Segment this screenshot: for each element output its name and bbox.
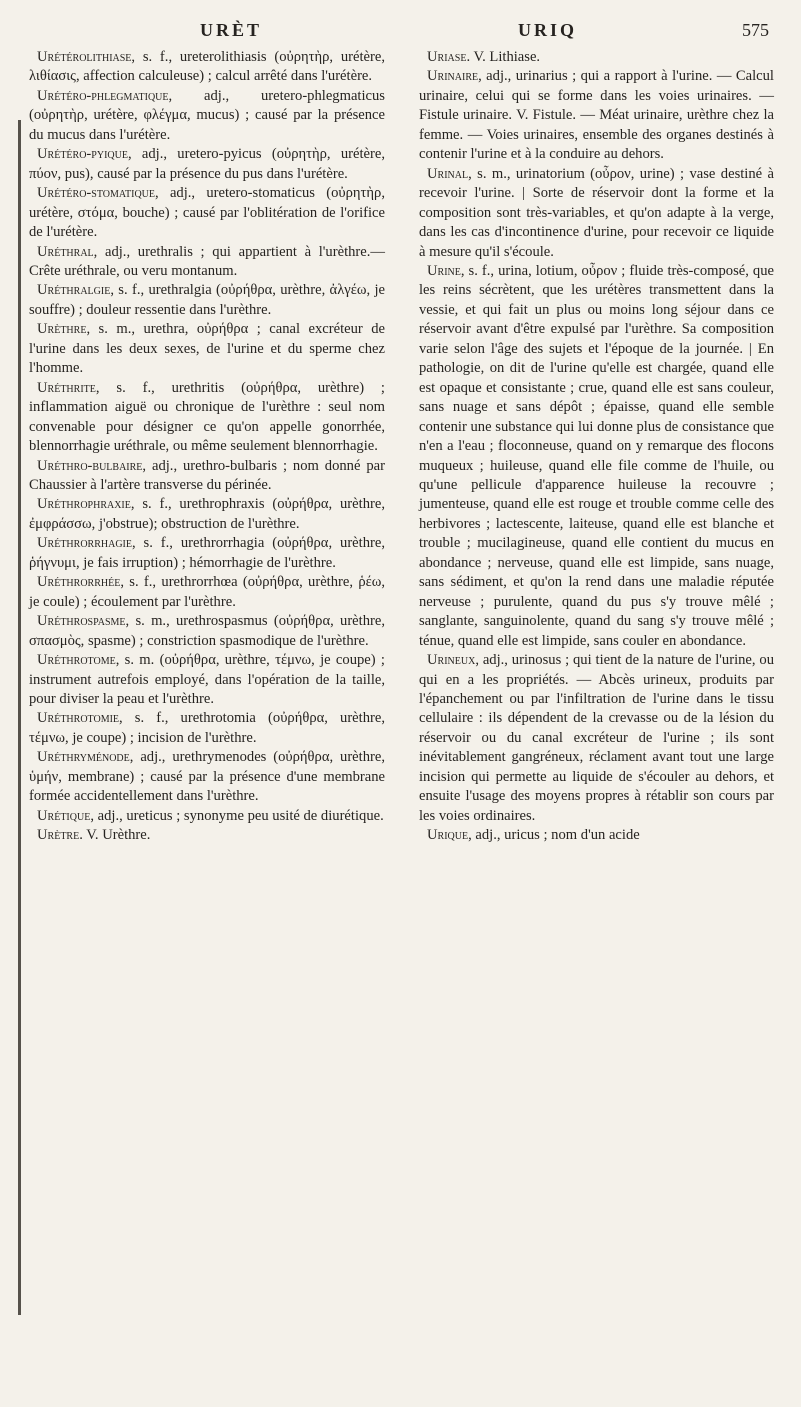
entry-definition: , s. m., urinatorium (οὖρον, urine) ; vase destiné à recevoir l'urine. | Sorte de réservoir dont la forme et la composition sont très-variables, et qu'on adapte à la verge, dans les cas d'incontinence d'urine, pour recevoir ce liquide à mesure qu'il s'écoule.: [419, 165, 774, 260]
entry-definition: , adj., ureticus ; synonyme peu usité de diurétique.: [90, 807, 384, 824]
dictionary-entry: [29, 184, 385, 242]
entry-definition: , adj., urinarius ; qui a rapport à l'urine. — Calcul urinaire, celui qui se forme dans les voies urinaires. — Fistule urinaire. V. Fistule. — Méat urinaire, urèthre chez la femme. — Voies urinaires, ensemble des organes destinés à contenir l'urine et à la conduire au dehors.: [419, 68, 774, 163]
entry-definition: , s. f., urethrorrhagia (οὐρήθρα, urèthre, ῥήγνυμι, je fais irruption) ; hémorrhagie de l'urèthre.: [29, 535, 385, 571]
dictionary-entry: [29, 748, 385, 806]
left-column: [29, 48, 385, 846]
entry-definition: , s. m., urethra, οὐρήθρα ; canal excréteur de l'urine dans les deux sexes, de l'urine et du sperme chez l'homme.: [29, 321, 385, 377]
dictionary-entry: [419, 67, 774, 164]
dictionary-entry: [29, 87, 385, 145]
entry-headword: Urétéro-pyique: [37, 146, 128, 163]
right-column: [419, 48, 774, 846]
entry-headword: Urineux: [427, 652, 476, 669]
dictionary-entry: [29, 243, 385, 282]
dictionary-entry: [419, 262, 774, 651]
entry-headword: Uréthrotomie: [37, 710, 120, 727]
entry-definition: , s. m. (οὐρήθρα, urèthre, τέμνω, je coupe) ; instrument autrefois employé, dans l'opération de la taille, pour diviser la peau et l'urèthre.: [29, 652, 385, 707]
entry-headword: Uréthrite: [37, 379, 96, 396]
entry-definition: , adj., uretero-pyicus (οὐρητὴρ, urétère, πύον, pus), causé par la présence du pus dans l'urétère.: [29, 146, 385, 182]
entry-headword: Uréthro-bulbaire: [37, 457, 143, 474]
entry-definition: , adj., urethralis ; qui appartient à l'urèthre.—Crête uréthrale, ou veru montanum.: [29, 243, 385, 279]
entry-definition: , s. f., ureterolithiasis (οὐρητὴρ, urétère, λιθίασις, affection calculeuse) ; calcul arrêté dans l'urétère.: [29, 49, 385, 85]
entry-headword: Urétéro-phlegmatique: [37, 87, 169, 104]
entry-headword: Uriase: [427, 49, 467, 65]
entry-headword: Uréthral: [37, 243, 94, 260]
dictionary-entry: [29, 281, 385, 320]
entry-definition: , adj., urinosus ; qui tient de la nature de l'urine, ou qui en a les propriétés. — Abcès urineux, produits par l'épanchement ou par l'infiltration de l'urine dans le tissu cellulaire : ils dépendent de la crevasse ou de la lésion du réservoir ou du canal excréteur de l'urine ; ils sont inévitablement gangréneux, réclament avant tout une large incision qui permette au liquide de s'écouler au dehors, et ensuite l'usage des moyens propres à rétablir son cours par les voies ordinaires.: [419, 652, 774, 824]
entry-headword: Urèthre: [37, 321, 87, 338]
entry-headword: Urétique: [37, 807, 91, 824]
running-head-right: URIQ: [518, 20, 578, 40]
entry-definition: , s. f., urina, lotium, οὖρον ; fluide très-composé, que les reins sécrètent, que les urétères transmettent dans la vessie, et qui fait un plus ou moins long séjour dans ce réservoir avant d'être expulsé par l'urèthre. Sa composition varie selon l'âge des sujets et l'époque de la journée. | En pathologie, on dit de l'urine qu'elle est chargée, quand elle est opaque et consistante ; crue, quand elle est sans couleur, sans nuage et sans dépôt ; épaisse, quand elle semble contenir une substance qui lui donne plus de consistance que n'en a l'eau ; floconneuse, quand on y remarque des flocons muqueux ; huileuse, quand elle file comme de l'huile, ou qu'une pellicule d'apparence huileuse la recouvre ; jumenteuse, quand elle est rouge et trouble comme celle des herbivores ; lactescente, laiteuse, quand elle est blanche et trouble ; mucilagineuse, quand elle contient du mucus en abondance ; nerveuse, quand elle est limpide, sans nuage, sans sédiment, et qu'on la rend dans une maladie réputée nerveuse ; purulente, quand du pus s'y trouve mêlé ; sanglante, sanguinolente, quand du sang s'y trouve mêlé ; ténue, quand elle est limpide, sans couler en abondance.: [419, 262, 774, 649]
dictionary-entry: [29, 457, 385, 496]
entry-definition: , s. f., urethritis (οὐρήθρα, urèthre) ; inflammation aiguë ou chronique de l'urèthre : seul nom convenable pour désigner ce qu'on appelle gonorrhée, blennorrhagie uréthrale, ou même seulement blennorrhagie.: [29, 379, 385, 455]
dictionary-entry: [29, 826, 385, 845]
entry-headword: Uréthrospasme: [37, 613, 126, 630]
entry-headword: Uréthrotome: [37, 652, 116, 669]
entry-definition: . V. Urèthre.: [79, 827, 151, 844]
entry-headword: Urine: [427, 262, 461, 279]
dictionary-entry: [29, 807, 385, 826]
entry-definition: , adj., urethrymenodes (οὐρήθρα, urèthre, ὑμήν, membrane) ; causé par la présence d'une membrane formée accidentellement dans l'urèthre.: [29, 749, 385, 805]
dictionary-entry: [29, 612, 385, 651]
entry-definition: , s. m., urethrospasmus (οὐρήθρα, urèthre, σπασμὸς, spasme) ; constriction spasmodique de l'urèthre.: [29, 613, 385, 649]
entry-definition: . V. Lithiase.: [466, 49, 541, 65]
entry-headword: Uréthrophraxie: [37, 496, 131, 513]
entry-headword: Uréthrorrhée: [37, 574, 121, 591]
entry-headword: Uréthrorrhagie: [37, 535, 132, 552]
dictionary-entry: [419, 651, 774, 826]
entry-headword: Urinaire: [427, 68, 479, 85]
dictionary-entry: [29, 573, 385, 612]
entry-definition: , s. f., urethrotomia (οὐρήθρα, urèthre, τέμνω, je coupe) ; incision de l'urèthre.: [29, 710, 385, 746]
running-head-left: URÈT: [200, 20, 263, 40]
entry-headword: Uréthralgie: [37, 282, 111, 299]
dictionary-entry: [29, 145, 385, 184]
entry-headword: Uréthryménode: [37, 749, 130, 766]
dictionary-entry: [29, 495, 385, 534]
entry-headword: Urètre: [37, 827, 80, 844]
dictionary-entry: [29, 534, 385, 573]
entry-definition: , adj., urethro-bulbaris ; nom donné par Chaussier à l'artère transverse du périnée.: [29, 457, 385, 493]
entry-definition: , s. f., urethrorrhœa (οὐρήθρα, urèthre, ῥέω, je coule) ; écoulement par l'urèthre.: [29, 574, 385, 610]
entry-definition: , adj., uretero-phlegmaticus (οὐρητὴρ, urétère, φλέγμα, mucus) ; causé par la présence du mucus dans l'urétère.: [29, 87, 385, 143]
entry-headword: Urétéro-stomatique: [37, 185, 155, 202]
entry-headword: Urique: [427, 827, 469, 844]
page-number: 575: [742, 20, 769, 40]
dictionary-entry: [419, 826, 774, 845]
entry-definition: , s. f., urethrophraxis (οὐρήθρα, urèthre, ἐμφράσσω, j'obstrue); obstruction de l'urèthre.: [29, 496, 385, 532]
dictionary-entry: [419, 48, 774, 67]
entry-definition: , s. f., urethralgia (οὐρήθρα, urèthre, ἀλγέω, je souffre) ; douleur ressentie dans l'urèthre.: [29, 282, 385, 318]
dictionary-entry: [29, 651, 385, 709]
entry-headword: Urétérolithiase: [37, 49, 132, 65]
dictionary-entry: [29, 709, 385, 748]
entry-headword: Urinal: [427, 165, 469, 182]
entry-definition: , adj., uricus ; nom d'un acide: [468, 827, 640, 844]
dictionary-entry: [29, 379, 385, 457]
dictionary-entry: [29, 320, 385, 378]
binding-edge: [18, 120, 21, 1315]
dictionary-entry: [419, 165, 774, 262]
entry-definition: , adj., uretero-stomaticus (οὐρητὴρ, urétère, στόμα, bouche) ; causé par l'oblitération de l'orifice de l'urétère.: [29, 185, 385, 241]
dictionary-entry: [29, 48, 385, 87]
